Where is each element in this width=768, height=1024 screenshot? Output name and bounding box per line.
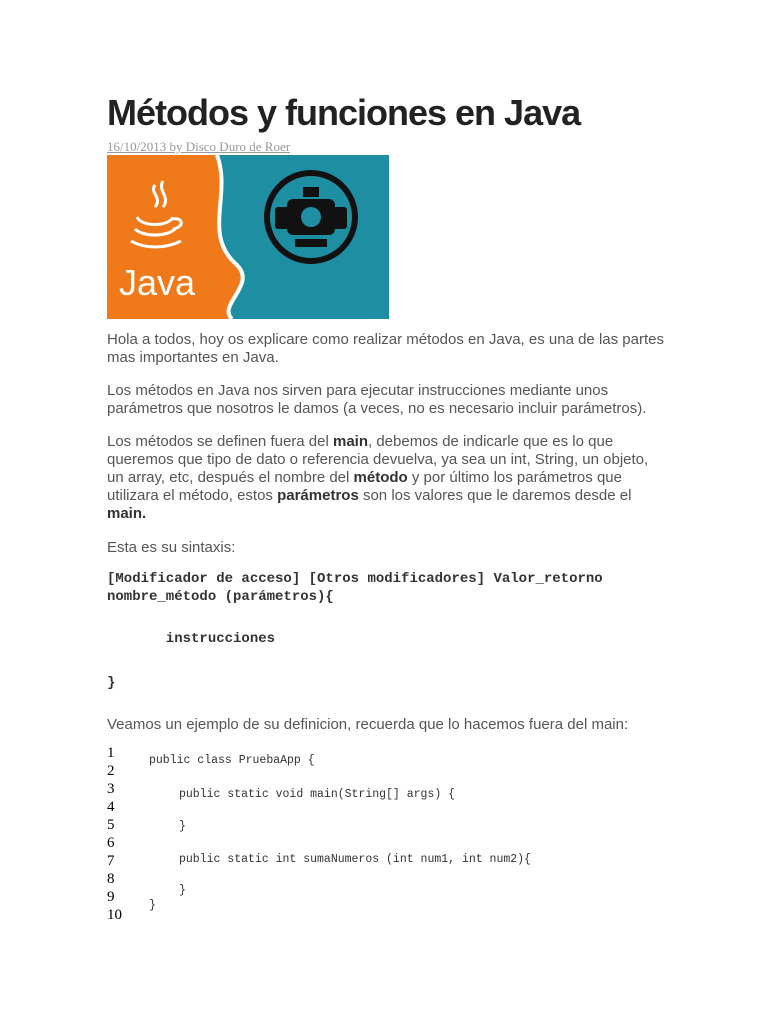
page-title: Métodos y funciones en Java — [107, 92, 581, 133]
line-number: 10 — [107, 907, 122, 923]
paragraph-intro: Hola a todos, hoy os explicare como realizar métodos en Java, es una de las partes mas importantes en Java. — [107, 331, 664, 366]
code-line: public static int sumaNumeros (int num1, int num2){ — [179, 853, 531, 866]
paragraph-purpose: Los métodos en Java nos sirven para ejecutar instrucciones mediante unos parámetros que nosotros le damos (a veces, no es necesario incluir parámetros). — [107, 382, 647, 417]
java-logo-text: Java — [118, 262, 196, 303]
line-number: 5 — [107, 817, 115, 833]
bold-main-end: main. — [107, 505, 147, 522]
paragraph-example-intro: Veamos un ejemplo de su definicion, recuerda que lo hacemos fuera del main: — [107, 716, 629, 733]
post-meta-link[interactable]: 16/10/2013 by Disco Duro de Roer — [107, 139, 291, 154]
line-number: 7 — [107, 853, 115, 869]
line-number: 9 — [107, 889, 115, 905]
bold-metodo: método — [353, 469, 408, 486]
line-number: 4 — [107, 799, 115, 815]
post-meta — [107, 139, 290, 155]
line-number: 3 — [107, 781, 115, 797]
line-number: 8 — [107, 871, 115, 887]
paragraph-definition: Los métodos se definen fuera del main, debemos de indicarle que es lo que queremos que tipo de dato o referencia devuelva, ya sea un int, String, un objeto, un array, etc, después el nombre del método y por último los parámetros que utilizara el método, estos parámetros son los valores que le daremos desde el main. — [107, 433, 649, 522]
code-line: } — [179, 820, 186, 833]
code-line: public static void main(String[] args) { — [179, 788, 456, 801]
code-line: } — [179, 884, 186, 897]
syntax-line-3: instrucciones — [107, 631, 276, 647]
bold-parametros: parámetros — [277, 487, 359, 504]
paragraph-syntax-intro: Esta es su sintaxis: — [107, 539, 236, 556]
code-line: } — [149, 899, 156, 912]
line-number: 2 — [107, 763, 115, 779]
line-number: 6 — [107, 835, 115, 851]
syntax-line-2: nombre_método (parámetros){ — [107, 589, 334, 605]
line-number: 1 — [107, 745, 115, 761]
hero-image — [107, 155, 389, 319]
syntax-line-4: } — [107, 675, 116, 691]
code-line: public class PruebaApp { — [149, 754, 315, 767]
syntax-line-1: [Modificador de acceso] [Otros modificadores] Valor_retorno — [107, 571, 603, 587]
bold-main: main — [332, 433, 368, 450]
